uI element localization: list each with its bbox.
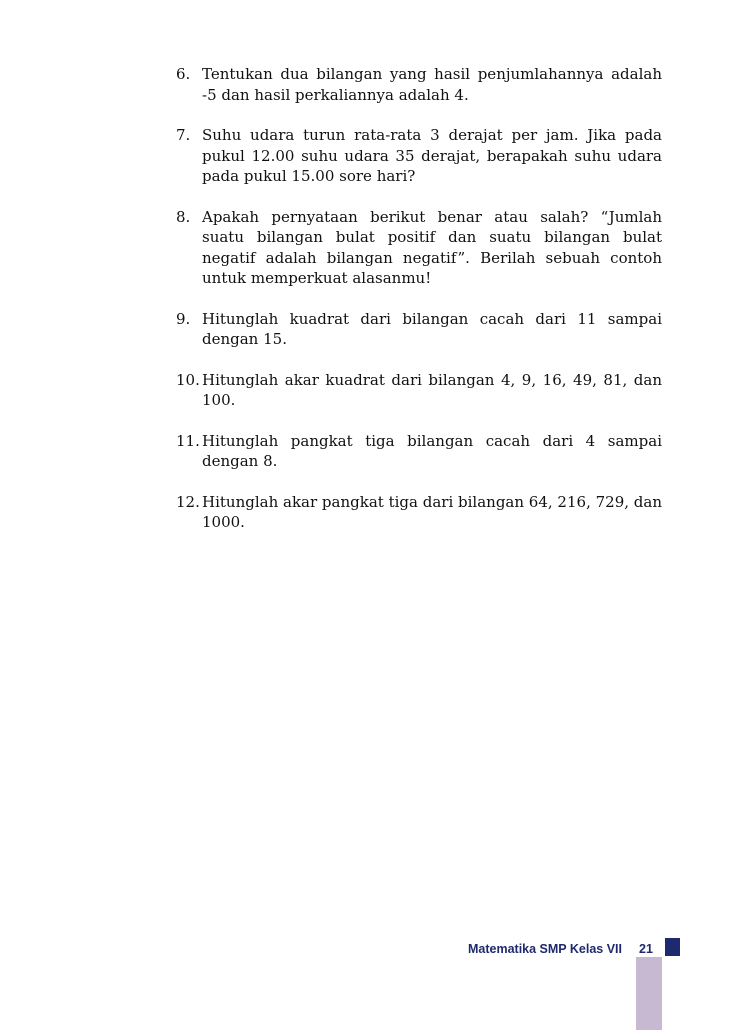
question-6 <box>176 64 662 105</box>
question-10 <box>176 370 662 411</box>
page-number: 21 <box>639 942 653 956</box>
question-text: Hitunglah akar pangkat tiga dari bilangan 64, 216, 729, dan 1000. <box>202 492 662 531</box>
page-number-strip <box>636 957 662 1030</box>
question-12 <box>176 492 662 533</box>
question-number: 10. <box>176 370 200 389</box>
question-number: 6. <box>176 65 191 83</box>
exercise-list <box>176 64 662 553</box>
question-number: 8. <box>176 207 191 226</box>
question-number: 12. <box>176 492 200 511</box>
question-number: 11. <box>176 431 200 450</box>
footer-book-title: Matematika SMP Kelas VII <box>467 942 622 956</box>
question-text: Apakah pernyataan berikut benar atau salah? “Jumlah suatu bilangan bulat positif dan suatu bilangan bulat negatif adalah bilangan negatif”. Berilah sebuah contoh untuk memperkuat alasanmu! <box>202 207 662 287</box>
question-text: Hitunglah kuadrat dari bilangan cacah dari 11 sampai dengan 15. <box>202 309 662 348</box>
question-number: 7. <box>176 126 191 144</box>
question-8 <box>176 207 662 289</box>
question-text: Suhu udara turun rata-rata 3 derajat per jam. Jika pada pukul 12.00 suhu udara 35 derajat, berapakah suhu udara pada pukul 15.00 sore hari? <box>202 126 662 185</box>
question-text: Hitunglah akar kuadrat dari bilangan 4, 9, 16, 49, 81, dan 100. <box>202 370 662 409</box>
question-11 <box>176 431 662 472</box>
question-text: Hitunglah pangkat tiga bilangan cacah dari 4 sampai dengan 8. <box>202 431 662 470</box>
corner-marker <box>665 938 680 956</box>
question-7 <box>176 125 662 187</box>
question-text: Tentukan dua bilangan yang hasil penjumlahannya adalah -5 dan hasil perkaliannya adalah 4. <box>202 65 662 104</box>
question-number: 9. <box>176 309 191 328</box>
question-9 <box>176 309 662 350</box>
